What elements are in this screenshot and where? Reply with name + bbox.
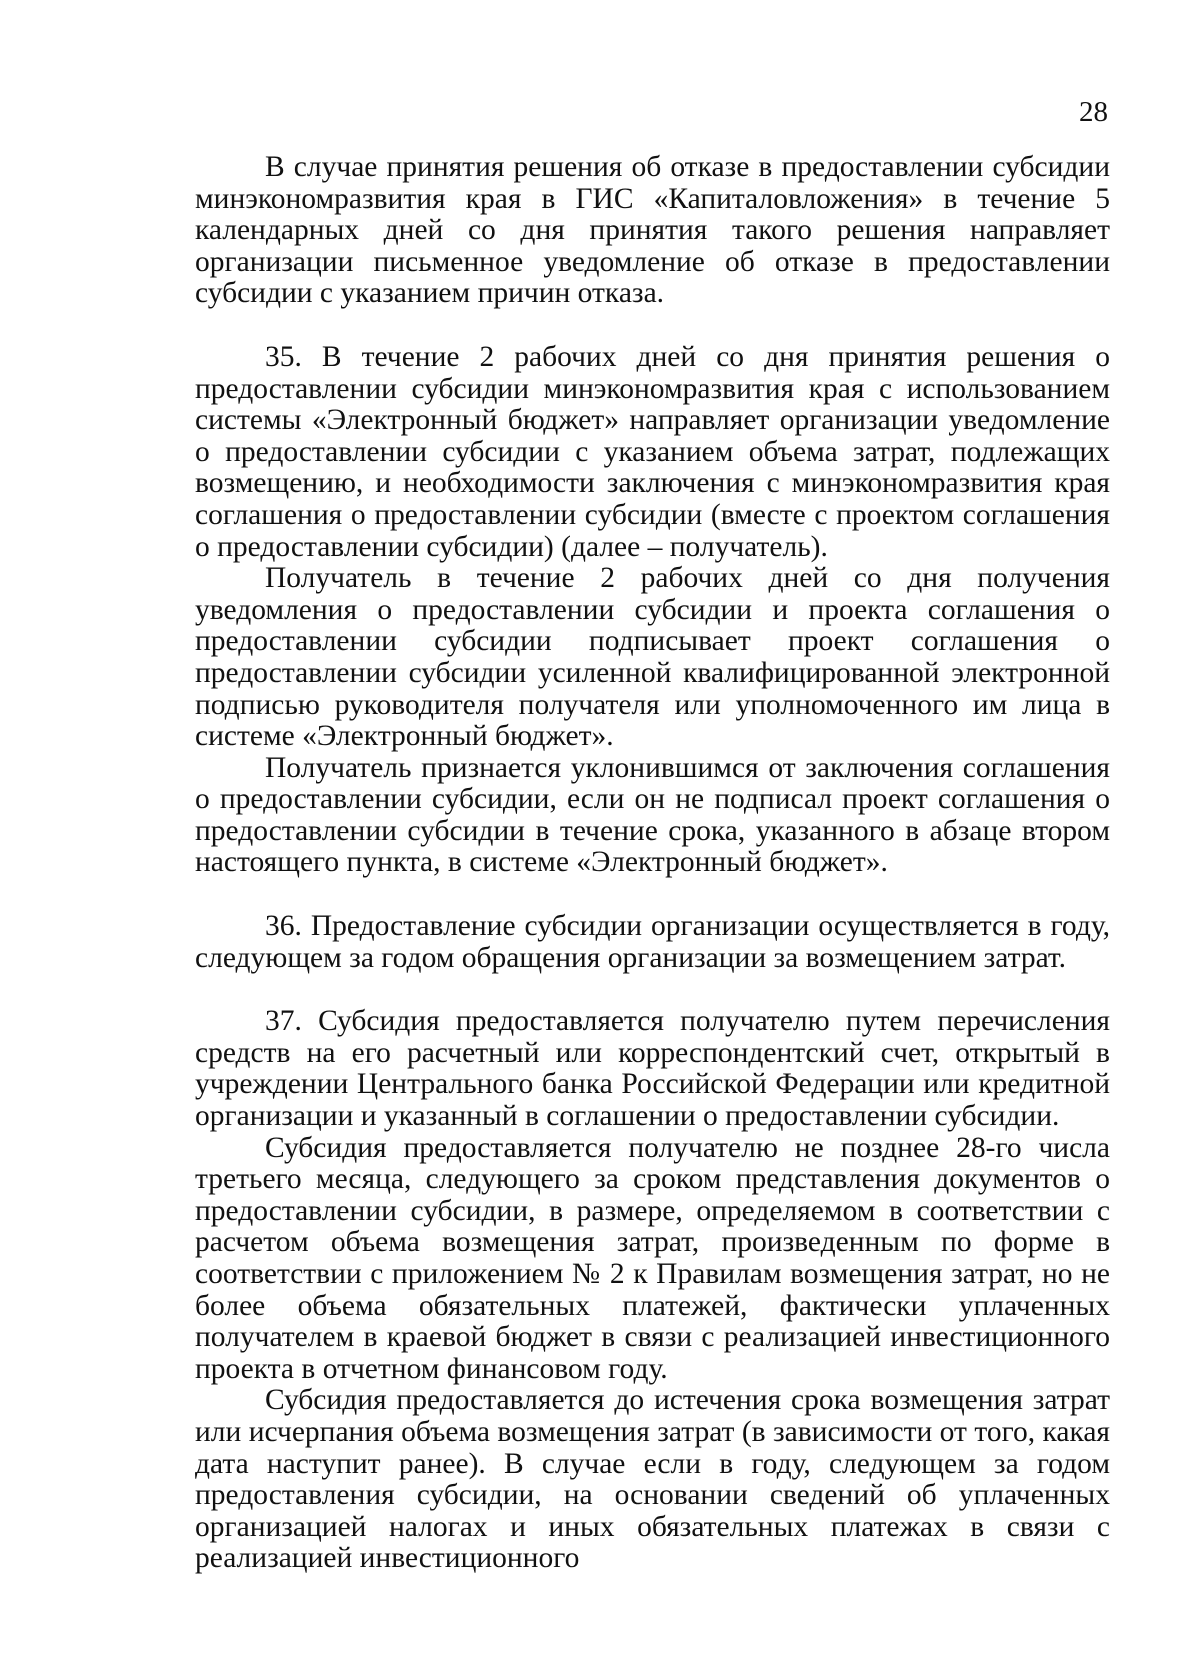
paragraph-refusal-notice: В случае принятия решения об отказе в предоставлении субсидии минэкономразвития края в ГИС «Капиталовложения» в течение 5 календарных дней со дня принятия такого решения направляет организации письменное уведомление об отказе в предоставлении субсидии с указанием причин отказа. — [195, 151, 1110, 310]
page-number: 28 — [1079, 96, 1108, 128]
paragraph-recipient-evasion: Получатель признается уклонившимся от заключения соглашения о предоставлении субсидии, если он не подписал проект соглашения о предоставлении субсидии в течение срока, указанного в абзаце втором настоящего пункта, в системе «Электронный бюджет». — [195, 751, 1110, 879]
paragraph-item-35: 35. В течение 2 рабочих дней со дня принятия решения о предоставлении субсидии минэкономразвития края с использованием системы «Электронный бюджет» направляет организации уведомление о предоставлении субсидии с указанием объема затрат, подлежащих возмещению, и необходимости заключения с минэкономразвития края соглашения о предоставлении субсидии (вместе с проектом соглашения о предоставлении субсидии) (далее – получатель). — [195, 340, 1110, 563]
paragraph-subsidy-deadline: Субсидия предоставляется получателю не позднее 28-го числа третьего месяца, следующего за сроком представления документов о предоставлении субсидии, в размере, определяемом в соответствии с расчетом объема возмещения затрат, произведенным по форме в соответствии с приложением № 2 к Правилам возмещения затрат, но не более объема обязательных платежей, фактически уплаченных получателем в краевой бюджет в связи с реализацией инвестиционного проекта в отчетном финансовом году. — [195, 1131, 1110, 1385]
paragraph-item-37: 37. Субсидия предоставляется получателю путем перечисления средств на его расчетный или корреспондентский счет, открытый в учреждении Центрального банка Российской Федерации или кредитной организации и указанный в соглашении о предоставлении субсидии. — [195, 1005, 1110, 1133]
paragraph-item-36: 36. Предоставление субсидии организации осуществляется в году, следующем за годом обращения организации за возмещением затрат. — [195, 910, 1110, 974]
paragraph-recipient-signing: Получатель в течение 2 рабочих дней со дня получения уведомления о предоставлении субсидии и проекта соглашения о предоставлении субсидии подписывает проект соглашения о предоставлении субсидии усиленной квалифицированной электронной подписью руководителя получателя или уполномоченного им лица в системе «Электронный бюджет». — [195, 562, 1110, 753]
document-body — [195, 152, 1110, 1575]
paragraph-subsidy-duration: Субсидия предоставляется до истечения срока возмещения затрат или исчерпания объема возмещения затрат (в зависимости от того, какая дата наступит ранее). В случае если в году, следующем за годом предоставления субсидии, на основании сведений об уплаченных организацией налогах и иных обязательных платежах в связи с реализацией инвестиционного — [195, 1384, 1110, 1575]
